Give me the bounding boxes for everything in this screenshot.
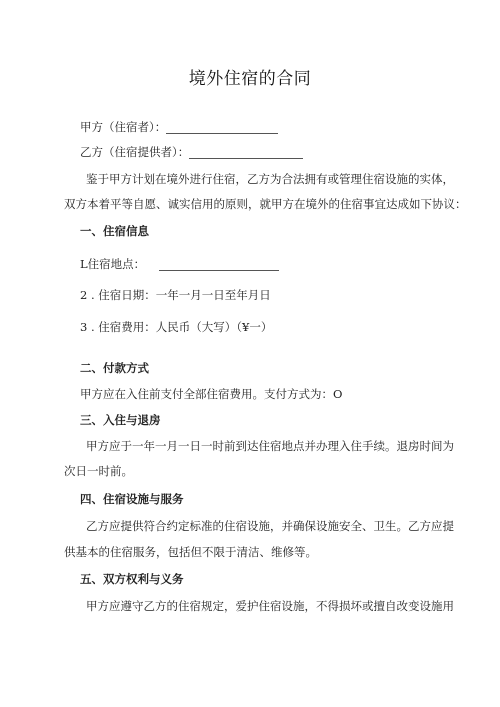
section-5-text-line-1: 甲方应遵守乙方的住宿规定，爱护住宿设施，不得损坏或擅自改变设施用	[86, 599, 454, 613]
party-a-line	[80, 120, 278, 134]
section-2-heading: 二、付款方式	[80, 361, 149, 375]
section-3-text-line-1: 甲方应于一年一月一日一时前到达住宿地点并办理入住手续。退房时间为	[86, 439, 454, 453]
party-a-blank[interactable]	[166, 122, 278, 134]
preamble-line-1: 鉴于甲方计划在境外进行住宿，乙方为合法拥有或管理住宿设施的实体，	[86, 172, 454, 186]
party-b-label: 乙方（住宿提供者）：	[80, 145, 190, 159]
section-2-text: 甲方应在入住前支付全部住宿费用。支付方式为：O	[80, 387, 343, 401]
section-5-heading: 五、双方权利与义务	[80, 572, 184, 586]
document-title: 境外住宿的合同	[188, 69, 312, 89]
section-1-item-2: 2 . 住宿日期：一年一月一日至年月日	[80, 288, 271, 302]
section-3-text-line-2: 次日一时前。	[64, 464, 133, 478]
section-1-heading: 一、住宿信息	[80, 224, 149, 238]
accommodation-location-label: L住宿地点：	[80, 257, 146, 271]
section-1-item-1-line	[80, 257, 279, 271]
party-a-label: 甲方（住宿者）：	[80, 120, 167, 134]
section-4-heading: 四、住宿设施与服务	[80, 492, 184, 506]
section-1-item-3: 3 . 住宿费用：人民币（大写）（¥一）	[80, 320, 273, 334]
section-4-text-line-2: 供基本的住宿服务，包括但不限于清洁、维修等。	[64, 545, 317, 559]
preamble-line-2: 双方本着平等自愿、诚实信用的原则，就甲方在境外的住宿事宜达成如下协议：	[64, 197, 467, 211]
accommodation-location-blank[interactable]	[159, 259, 279, 271]
section-3-heading: 三、入住与退房	[80, 413, 161, 427]
party-b-line	[80, 145, 303, 159]
party-b-blank[interactable]	[189, 147, 303, 159]
section-4-text-line-1: 乙方应提供符合约定标准的住宿设施，并确保设施安全、卫生。乙方应提	[86, 519, 454, 533]
